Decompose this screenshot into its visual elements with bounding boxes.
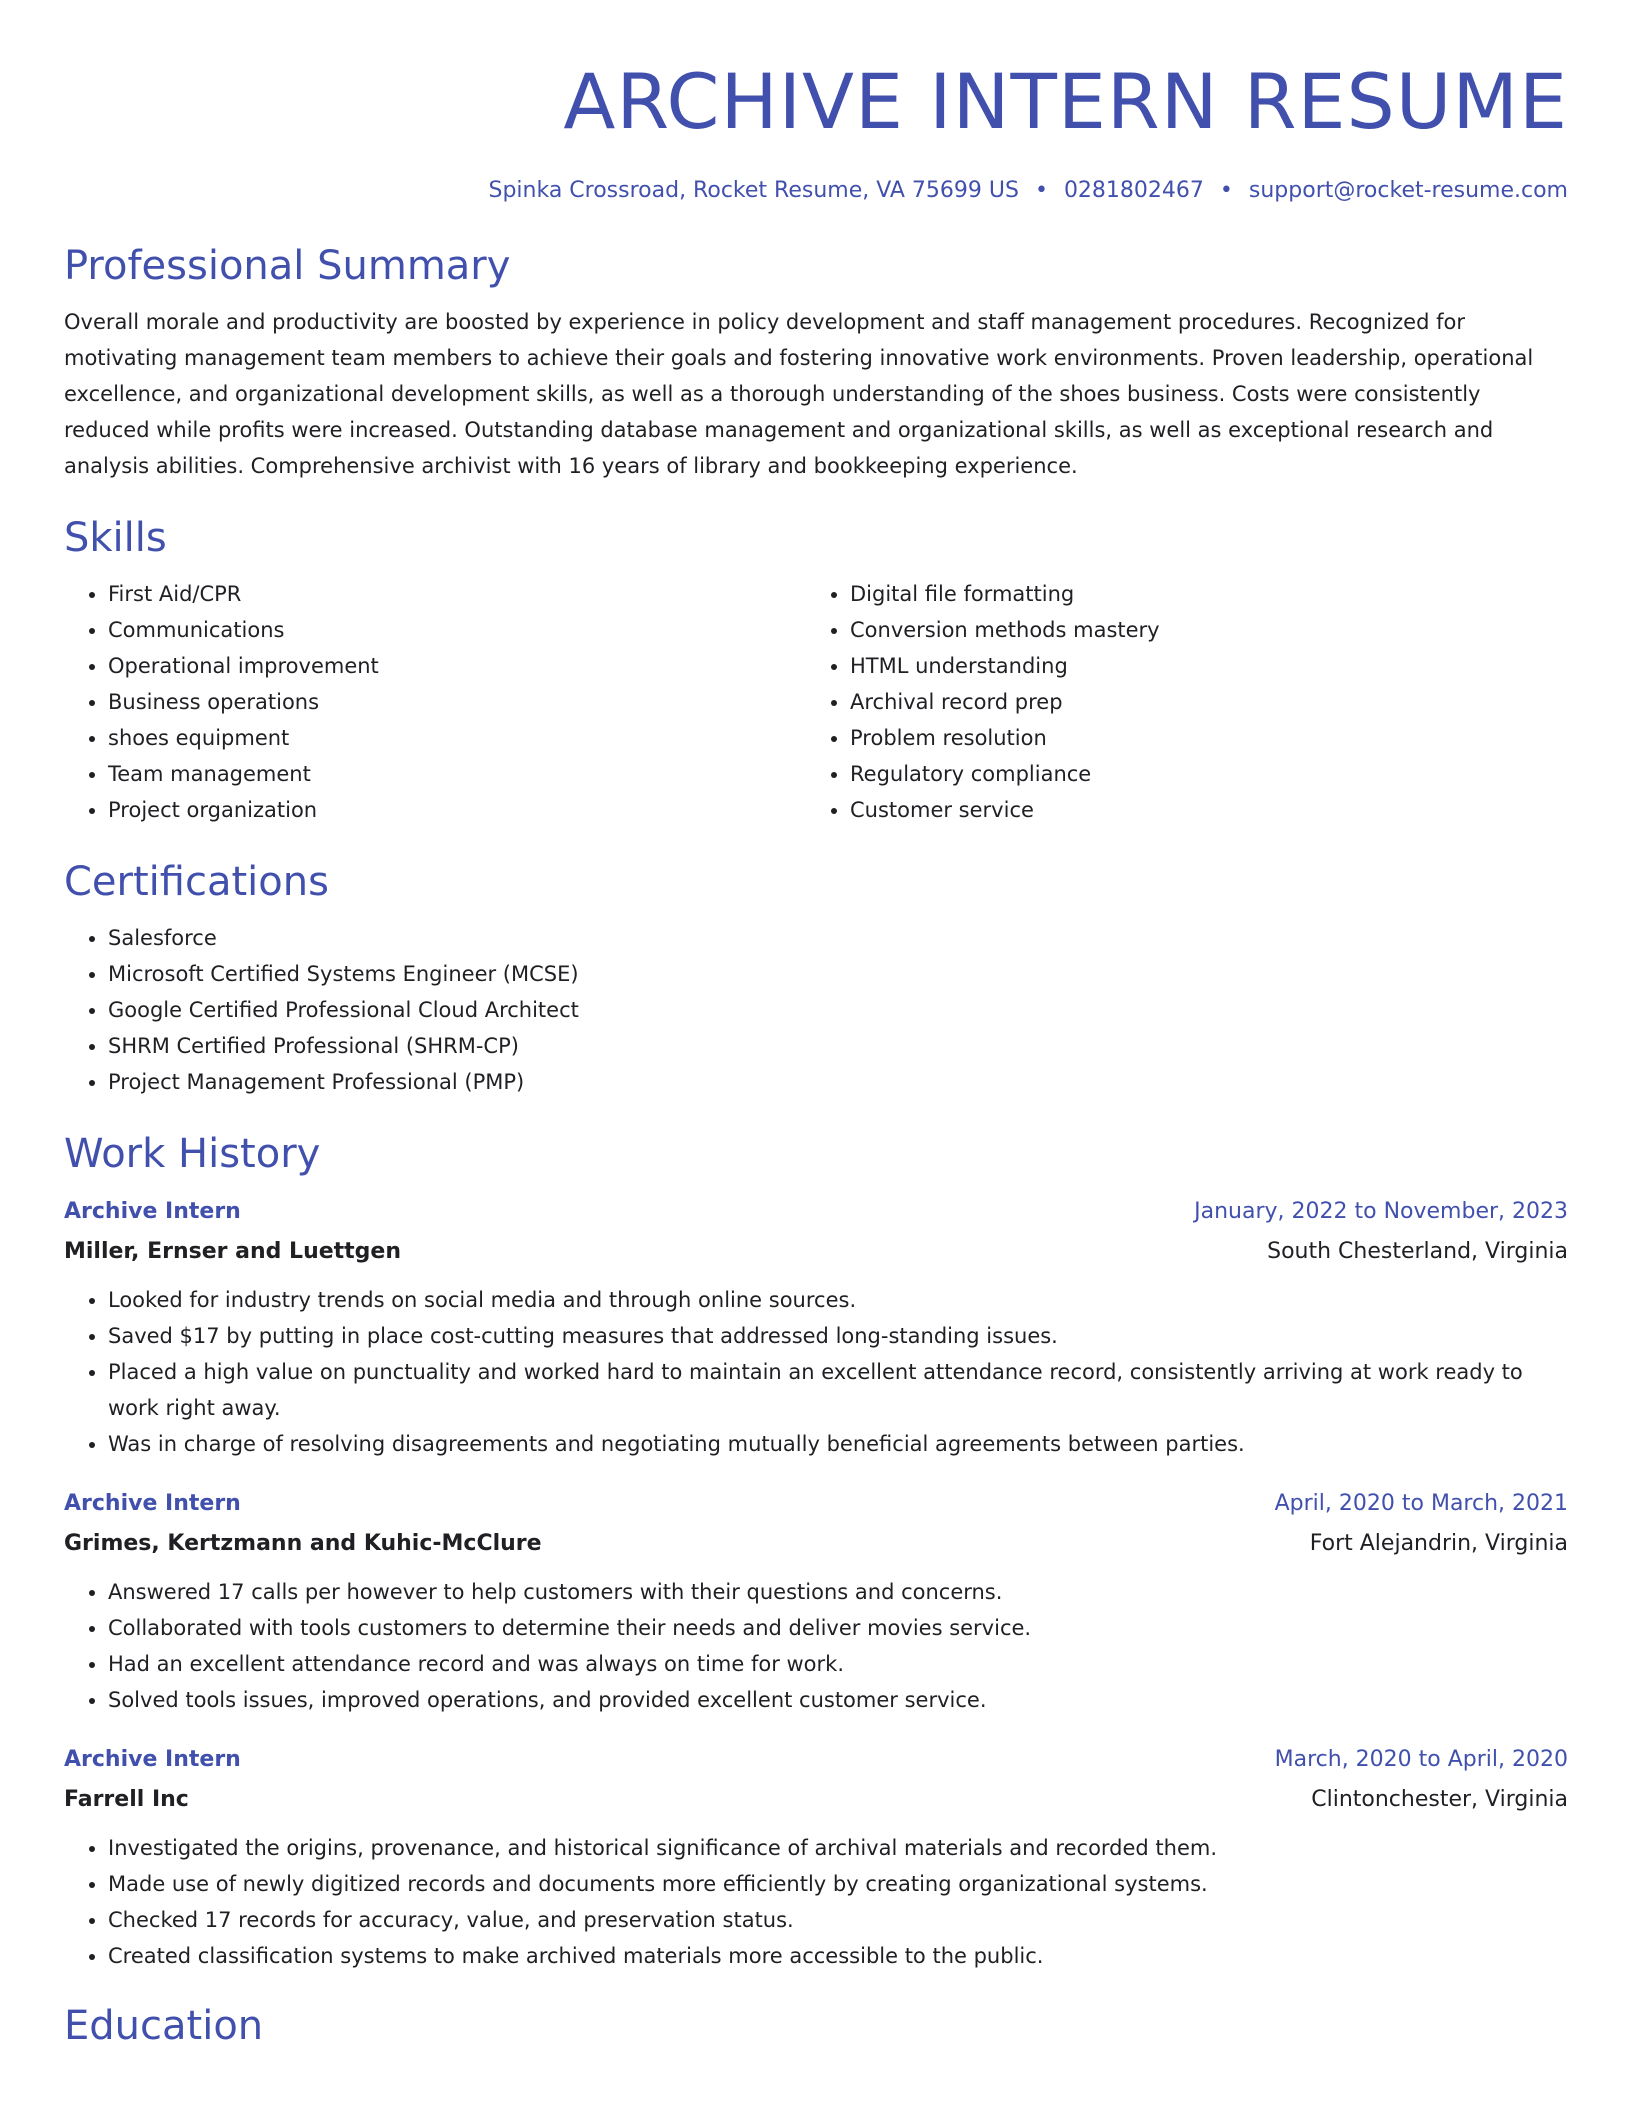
contact-phone: 0281802467 [1063, 178, 1204, 203]
job-title-row [64, 1192, 1568, 1232]
skill-item: • Archival record prep [850, 684, 1548, 720]
job-company: Miller, Ernser and Luettgen [64, 1239, 402, 1264]
certifications-list [64, 920, 1568, 1100]
skill-item: • shoes equipment [108, 720, 806, 756]
skill-item: • Team management [108, 756, 806, 792]
certification-item: • Microsoft Certified Systems Engineer (MCSE) [108, 956, 1568, 992]
resume-title: ARCHIVE INTERN RESUME [563, 57, 1568, 146]
job-entry [64, 1740, 1568, 1974]
job-title: Archive Intern [64, 1491, 241, 1516]
job-bullets [64, 1574, 1568, 1718]
education-section [64, 2000, 1568, 2052]
certifications-section [64, 856, 1568, 1100]
job-location: Clintonchester, Virginia [1311, 1787, 1568, 1812]
job-company: Farrell Inc [64, 1787, 189, 1812]
skills-section [64, 512, 1568, 828]
job-company: Grimes, Kertzmann and Kuhic-McClure [64, 1531, 542, 1556]
job-bullet: • Saved $17 by putting in place cost-cutting measures that addressed long-standing issues. [108, 1318, 1568, 1354]
certification-item: • Google Certified Professional Cloud Architect [108, 992, 1568, 1028]
job-bullet: • Was in charge of resolving disagreements and negotiating mutually beneficial agreements between parties. [108, 1426, 1568, 1462]
job-bullet: • Made use of newly digitized records and documents more efficiently by creating organizational systems. [108, 1866, 1568, 1902]
job-bullet: • Checked 17 records for accuracy, value, and preservation status. [108, 1902, 1568, 1938]
job-dates: January, 2022 to November, 2023 [1194, 1199, 1568, 1224]
job-title: Archive Intern [64, 1199, 241, 1224]
job-bullet: • Investigated the origins, provenance, and historical significance of archival materials and recorded them. [108, 1830, 1568, 1866]
education-heading: Education [64, 2003, 264, 2049]
job-company-row [64, 1524, 1568, 1564]
job-bullet: • Looked for industry trends on social media and through online sources. [108, 1282, 1568, 1318]
job-bullet: • Solved tools issues, improved operations, and provided excellent customer service. [108, 1682, 1568, 1718]
skills-list-right [806, 576, 1548, 828]
summary-text: Overall morale and productivity are boosted by experience in policy development and staff management procedures. Recognized for motivating management team members to achieve their goals and fostering innovative work environments. Proven leadership, operational excellence, and organizational development skills, as well as a thorough understanding of the shoes business. Costs were consistently reduced while profits were increased. Outstanding database management and organizational skills, as well as exceptional research and analysis abilities. Comprehensive archivist with 16 years of library and bookkeeping experience. [64, 310, 1534, 478]
job-bullet: • Placed a high value on punctuality and worked hard to maintain an excellent attendance record, consistently arriving at work ready to work right away. [108, 1354, 1568, 1426]
job-bullets [64, 1282, 1568, 1462]
summary-heading: Professional Summary [64, 243, 511, 289]
skills-heading: Skills [64, 515, 167, 561]
work-history-heading: Work History [64, 1131, 321, 1177]
contact-line [64, 176, 1568, 206]
skills-column-left [64, 576, 806, 828]
job-entry [64, 1484, 1568, 1718]
job-entry [64, 1192, 1568, 1462]
certification-item: • SHRM Certified Professional (SHRM-CP) [108, 1028, 1568, 1064]
separator-dot: • [1219, 178, 1233, 203]
separator-dot: • [1034, 178, 1048, 203]
work-history-section [64, 1128, 1568, 1974]
resume-header [64, 0, 1568, 206]
skill-item: • HTML understanding [850, 648, 1548, 684]
contact-address: Spinka Crossroad, Rocket Resume, VA 75699 US [488, 178, 1019, 203]
job-title-row [64, 1484, 1568, 1524]
skill-item: • Conversion methods mastery [850, 612, 1548, 648]
job-location: Fort Alejandrin, Virginia [1309, 1531, 1568, 1556]
job-bullet: • Had an excellent attendance record and was always on time for work. [108, 1646, 1568, 1682]
summary-section [64, 240, 1568, 484]
job-location: South Chesterland, Virginia [1267, 1239, 1568, 1264]
skill-item: • Digital file formatting [850, 576, 1548, 612]
skills-grid [64, 576, 1568, 828]
job-title: Archive Intern [64, 1747, 241, 1772]
skill-item: • Communications [108, 612, 806, 648]
skill-item: • Business operations [108, 684, 806, 720]
job-title-row [64, 1740, 1568, 1780]
skill-item: • Project organization [108, 792, 806, 828]
skill-item: • Regulatory compliance [850, 756, 1548, 792]
job-company-row [64, 1232, 1568, 1272]
job-bullet: • Created classification systems to make archived materials more accessible to the public. [108, 1938, 1568, 1974]
job-bullet: • Answered 17 calls per however to help customers with their questions and concerns. [108, 1574, 1568, 1610]
skills-column-right [806, 576, 1548, 828]
job-bullet: • Collaborated with tools customers to determine their needs and deliver movies service. [108, 1610, 1568, 1646]
certifications-heading: Certifications [64, 859, 329, 905]
job-company-row [64, 1780, 1568, 1820]
certification-item: • Project Management Professional (PMP) [108, 1064, 1568, 1100]
resume-page [64, 0, 1568, 2112]
skill-item: • First Aid/CPR [108, 576, 806, 612]
certification-item: • Salesforce [108, 920, 1568, 956]
skill-item: • Problem resolution [850, 720, 1548, 756]
job-dates: April, 2020 to March, 2021 [1274, 1491, 1568, 1516]
skills-list-left [64, 576, 806, 828]
contact-email: support@rocket-resume.com [1248, 178, 1568, 203]
job-bullets [64, 1830, 1568, 1974]
skill-item: • Operational improvement [108, 648, 806, 684]
skill-item: • Customer service [850, 792, 1548, 828]
job-dates: March, 2020 to April, 2020 [1274, 1747, 1568, 1772]
